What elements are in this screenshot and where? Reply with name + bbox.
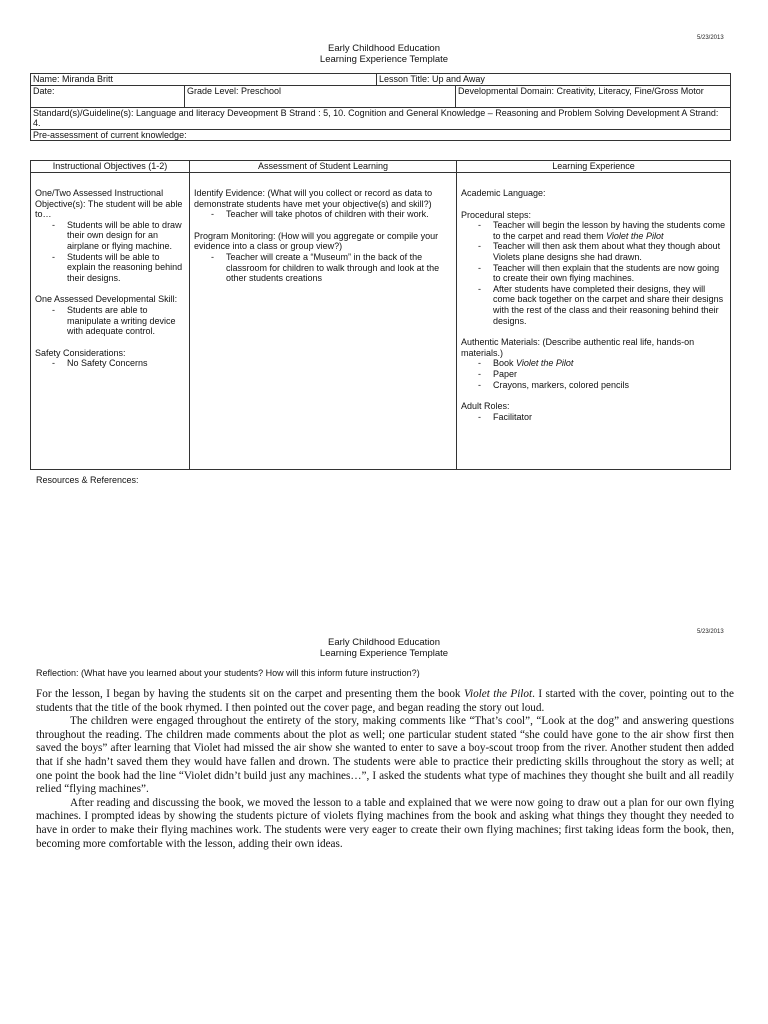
- materials-list: [461, 358, 726, 390]
- essay-paragraph: The children were engaged throughout the entirety of the story, making comments like “That’s cool”, “Look at the dog” and answering questions throughout the reading. The children made comments about the plot as well; one particular student stated “she could have gone to the air show first then saved the boys” after learning that Violet had missed the air show she wanted to enter to save a boy-scout troop from the river. Another student then added that if she hadn’t saved them they would have fallen and drown. The students were able to practice their predicting skills throughout the story as well; at one point the book had the line “Violet didn’t build just any machines…”, I asked the students what type of machines they thought she built and all readily relied “flying machines”.: [36, 715, 734, 796]
- date-cell: Date:: [31, 85, 185, 107]
- learning-plan-table: [30, 160, 731, 470]
- list-item: - Students will be able to draw their own design for an airplane or flying machine.: [35, 220, 185, 252]
- list-item: - Teacher will take photos of children with their work.: [194, 209, 452, 220]
- standards-cell: Standard(s)/Guideline(s): Language and literacy Deveopment B Strand : 5, 10. Cognition and General Knowledge – Reasoning and Problem Solving Development A Strand: 4.: [31, 107, 731, 129]
- grade-level-cell: Grade Level: Preschool: [185, 85, 456, 107]
- page-date: 5/23/2013: [697, 629, 724, 635]
- essay-paragraph: [36, 688, 734, 715]
- book-title: Violet the Pilot: [463, 688, 533, 700]
- assessment-header: Assessment of Student Learning: [190, 161, 457, 173]
- list-item: - No Safety Concerns: [35, 358, 185, 369]
- safety-list: [35, 358, 185, 369]
- monitoring-heading: Program Monitoring: (How will you aggregate or compile your evidence into a class or group view?): [194, 230, 439, 252]
- page-date: 5/23/2013: [697, 35, 724, 41]
- monitoring-list: [194, 252, 452, 284]
- objectives-intro: One/Two Assessed Instructional Objective(s): The student will be able to…: [35, 188, 183, 220]
- resources-label: Resources & References:: [36, 475, 139, 485]
- procedural-heading: Procedural steps:: [461, 209, 532, 220]
- essay-paragraph: After reading and discussing the book, we moved the lesson to a table and explained that we were now going to draw out a plan for our own flying machines. I prompted ideas by showing the students picture of violets flying machines from the book and asking what things they thought they needed to have in order to make their flying machines work. The students were very eager to create their own flying machines; first taking ideas form the book, then, becoming more comfortable with the lesson, adding their own ideas.: [36, 796, 734, 850]
- evidence-heading: Identify Evidence: (What will you collect or record as data to demonstrate students have met your objective(s) and skill?): [194, 188, 433, 209]
- adult-roles-heading: Adult Roles:: [461, 401, 510, 412]
- list-item: - Paper: [461, 369, 726, 380]
- evidence-list: [194, 209, 452, 220]
- name-cell: Name: Miranda Britt: [31, 74, 377, 86]
- list-item: [461, 358, 726, 369]
- list-item: - Teacher will then ask them about what they though about Violets plane designs she had drawn.: [461, 241, 726, 262]
- skill-heading: One Assessed Developmental Skill:: [35, 294, 178, 305]
- materials-book-prefix: Book: [493, 358, 517, 369]
- list-item: - Students will be able to explain the reasoning behind their designs.: [35, 252, 185, 284]
- academic-language: Academic Language:: [461, 188, 546, 198]
- objectives-list: [35, 220, 185, 284]
- procedural-step-text: Teacher will begin the lesson by having the students come to the carpet and read them: [493, 220, 726, 241]
- objectives-column: [31, 173, 190, 470]
- list-item: - After students have completed their designs, they will come back together on the carpet and share their designs with the rest of the class and their reasoning behind their designs.: [461, 284, 726, 326]
- developmental-domain-cell: Developmental Domain: Creativity, Literacy, Fine/Gross Motor: [456, 85, 731, 107]
- list-item: - Students are able to manipulate a writing device with adequate control.: [35, 305, 185, 337]
- paragraph-text: For the lesson, I began by having the students sit on the carpet and presenting them the book: [36, 688, 464, 700]
- document-title: Early Childhood Education: [328, 43, 440, 54]
- adult-roles-list: [461, 412, 726, 423]
- experience-column: [457, 173, 731, 470]
- lesson-title-cell: Lesson Title: Up and Away: [377, 74, 731, 86]
- document-subtitle: Learning Experience Template: [319, 54, 449, 65]
- procedural-list: [461, 220, 726, 326]
- assessment-column: [190, 173, 457, 470]
- reflection-label: Reflection: (What have you learned about your students? How will this inform future instruction?): [36, 668, 420, 678]
- list-item: - Crayons, markers, colored pencils: [461, 380, 726, 391]
- reflection-essay: [36, 688, 734, 851]
- list-item: - Teacher will create a “Museum” in the back of the classroom for children to walk through and look at the other students creations: [194, 252, 452, 284]
- document-subtitle: Learning Experience Template: [319, 648, 449, 659]
- list-item: [461, 220, 726, 241]
- lesson-info-table: [30, 73, 731, 141]
- book-title: Violet the Pilot: [516, 358, 574, 369]
- experience-header: Learning Experience: [457, 161, 731, 173]
- pre-assessment-cell: Pre-assessment of current knowledge:: [31, 129, 731, 141]
- paragraph-text: . I started with the cover, pointing out to the students that the title of the book rhymed. I then pointed out the cover page, and began reading the story out loud.: [36, 688, 734, 714]
- list-item: - Teacher will then explain that the students are now going to create their own flying machines.: [461, 263, 726, 284]
- skill-list: [35, 305, 185, 337]
- safety-heading: Safety Considerations:: [35, 347, 126, 358]
- document-title: Early Childhood Education: [328, 637, 440, 648]
- authentic-materials-heading: Authentic Materials: (Describe authentic real life, hands-on materials.): [461, 337, 695, 358]
- book-title: Violet the Pilot: [606, 230, 664, 241]
- list-item: - Facilitator: [461, 412, 726, 423]
- objectives-header: Instructional Objectives (1-2): [31, 161, 190, 173]
